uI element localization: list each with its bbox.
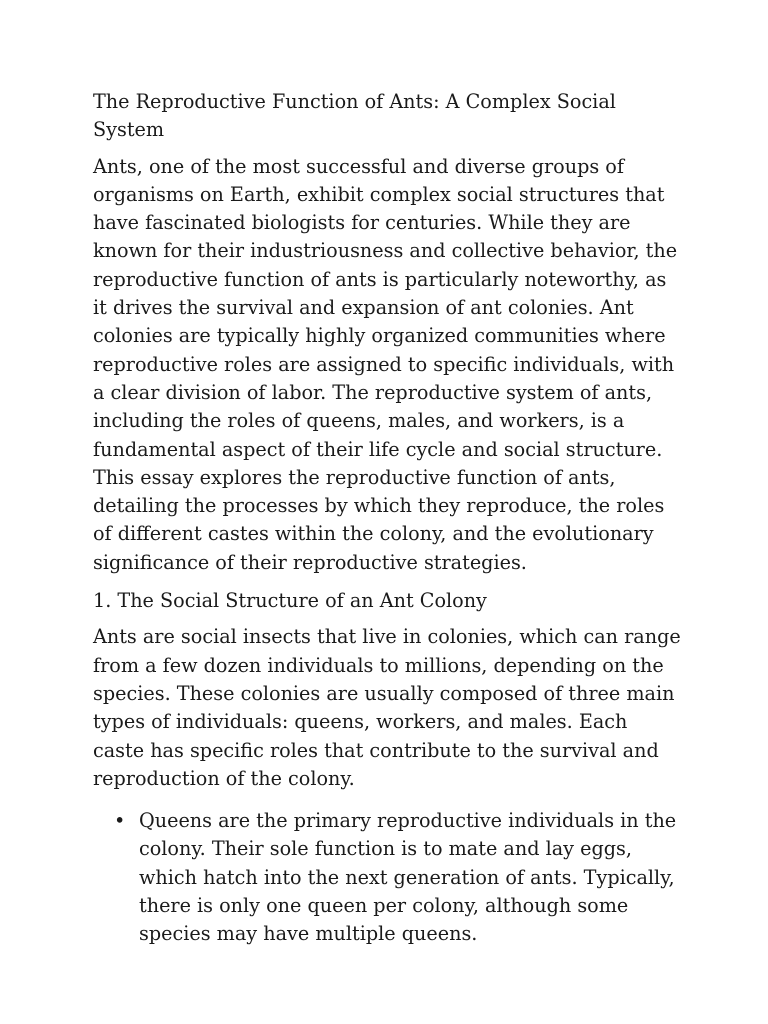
section-heading: 1. The Social Structure of an Ant Colony [93, 589, 487, 613]
document-content [93, 88, 683, 949]
list-item-text: Queens are the primary reproductive individuals in the colony. Their sole function is to mate and lay eggs, which hatch into the next generation of ants. Typically, there is only one queen per colony, although some species may have multiple queens. [139, 809, 677, 946]
section-paragraph: Ants are social insects that live in colonies, which can range from a few dozen individuals to millions, depending on the species. These colonies are usually composed of three main types of individuals: queens, workers, and males. Each caste has specific roles that contribute to the survival and reproduction of the colony. [93, 625, 681, 790]
document-title: The Reproductive Function of Ants: A Complex Social System [93, 90, 616, 142]
bullet-marker: • [114, 809, 126, 833]
bullet-list [93, 807, 683, 948]
list-item [114, 807, 683, 948]
intro-paragraph: Ants, one of the most successful and diverse groups of organisms on Earth, exhibit complex social structures that have fascinated biologists for centuries. While they are known for their industriousness and collective behavior, the reproductive function of ants is particularly noteworthy, as it drives the survival and expansion of ant colonies. Ant colonies are typically highly organized communities where reproductive roles are assigned to specific individuals, with a clear division of labor. The reproductive system of ants, including the roles of queens, males, and workers, is a fundamental aspect of their life cycle and social structure. This essay explores the reproductive function of ants, detailing the processes by which they reproduce, the roles of different castes within the colony, and the evolutionary significance of their reproductive strategies. [93, 154, 678, 574]
